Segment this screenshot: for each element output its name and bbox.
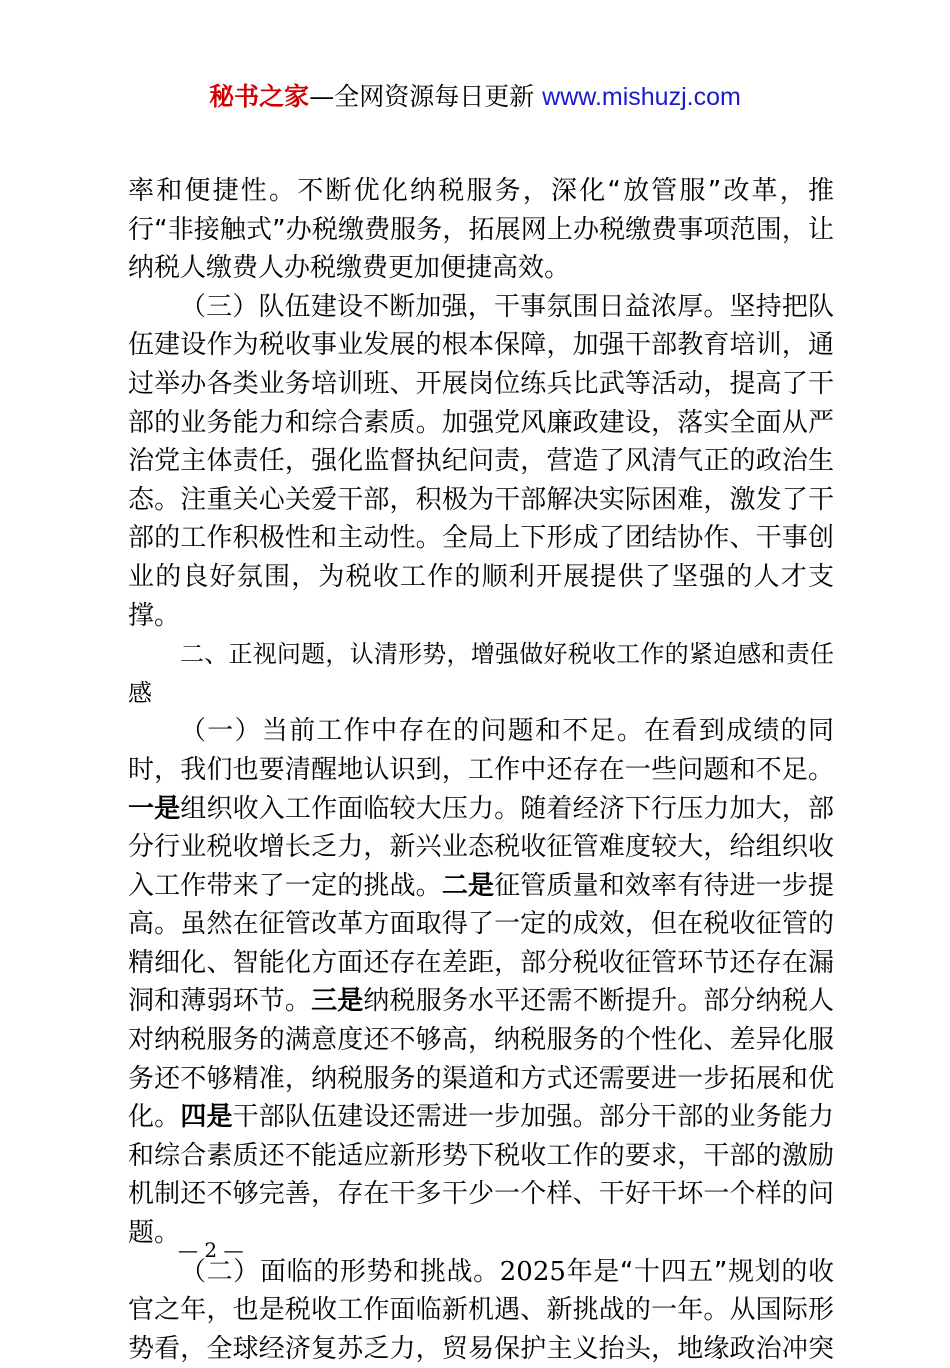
keyword-third: 三是 (311, 986, 364, 1017)
header-tagline: —全网资源每日更新 (309, 82, 535, 111)
paragraph-problems (128, 712, 834, 1252)
situation-year: 2025 (499, 1256, 566, 1287)
situation-pre: （二）面临的形势和挑战。 (180, 1256, 500, 1287)
problems-intro: （一）当前工作中存在的问题和不足。在看到成绩的同时，我们也要清醒地认识到，工作中还存在一些问题和不足。 (128, 716, 834, 785)
keyword-fourth: 四是 (180, 1102, 233, 1133)
paragraph-continuation: 率和便捷性。不断优化纳税服务，深化“放管服”改革，推行“非接触式”办税缴费服务，拓展网上办税缴费事项范围，让纳税人缴费人办税缴费更加便捷高效。 (128, 176, 834, 284)
site-header (0, 80, 950, 114)
page-number: — 2 — (178, 1238, 244, 1262)
section-heading-2: 二、正视问题，认清形势，增强做好税收工作的紧迫感和责任感 (128, 640, 834, 707)
problem-fourth: 干部队伍建设还需进一步加强。部分干部的业务能力和综合素质还不能适应新形势下税收工作的要求，干部的激励机制还不够完善，存在干多干少一个样、干好干坏一个样的问题。 (128, 1102, 834, 1249)
paragraph-situation (128, 1253, 834, 1368)
keyword-first: 一是 (128, 793, 181, 824)
paragraph-team-building: （三）队伍建设不断加强，干事氛围日益浓厚。坚持把队伍建设作为税收事业发展的根本保障，加强干部教育培训，通过举办各类业务培训班、开展岗位练兵比武等活动，提高了干部的业务能力和综合素质。加强党风廉政建设，落实全面从严治党主体责任，强化监督执纪问责，营造了风清气正的政治生态。注重关心关爱干部，积极为干部解决实际困难，激发了干部的工作积极性和主动性。全局上下形成了团结协作、干事创业的良好氛围，为税收工作的顺利开展提供了坚强的人才支撑。 (128, 291, 834, 631)
keyword-second: 二是 (441, 870, 495, 901)
header-brand: 秘书之家 (209, 82, 310, 111)
header-url[interactable]: www.mishuzj.com (542, 83, 741, 111)
document-body (128, 172, 834, 1368)
problem-second: 征管质量和效率有待进一步提高。虽然在征管改革方面取得了一定的成效，但在税收征管的精细化、智能化方面还存在差距，部分税收征管环节还存在漏洞和薄弱环节。 (128, 870, 834, 1017)
situation-post: 年是“十四五”规划的收官之年，也是税收工作面临新机遇、新挑战的一年。从国际形势看，全球经济复苏乏力，贸易保护主义抬头，地缘政治冲突 (128, 1256, 834, 1364)
problem-first: 组织收入工作面临较大压力。随着经济下行压力加大，部分行业税收增长乏力，新兴业态税收征管难度较大，给组织收入工作带来了一定的挑战。 (128, 793, 834, 901)
problem-third: 纳税服务水平还需不断提升。部分纳税人对纳税服务的满意度还不够高，纳税服务的个性化、差异化服务还不够精准，纳税服务的渠道和方式还需要进一步拓展和优化。 (128, 986, 834, 1133)
